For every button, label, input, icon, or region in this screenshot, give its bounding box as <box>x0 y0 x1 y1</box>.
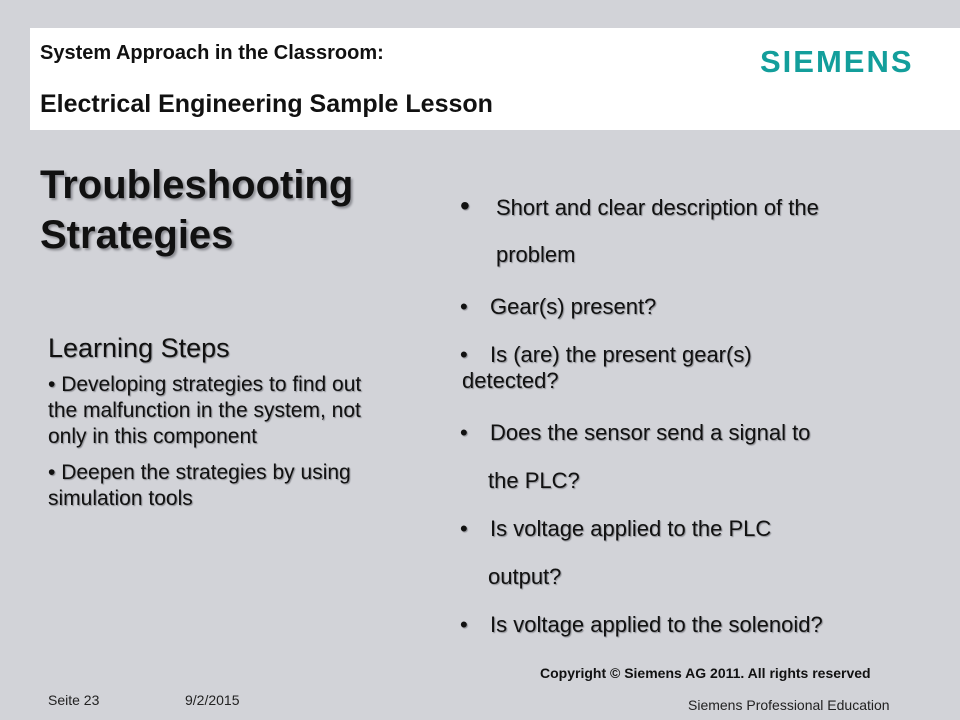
slide-title-line-1: Troubleshooting <box>40 163 354 207</box>
learning-step-text: Deepen the strategies by using simulation tools <box>48 461 351 510</box>
question-text: Short and clear description of the <box>496 195 819 220</box>
bullet-dot: • <box>460 190 470 221</box>
slide-title <box>40 160 353 260</box>
question-text: Does the sensor send a signal to <box>490 420 811 445</box>
learning-step-text: Developing strategies to find out the malfunction in the system, not only in this component <box>48 373 362 448</box>
bullet-dot: • <box>460 342 468 367</box>
bullet-dot: • <box>460 516 468 541</box>
question-continuation: detected? <box>462 368 559 393</box>
learning-steps-list <box>48 372 378 522</box>
bullet-dot: • <box>48 373 56 396</box>
question-continuation: the PLC? <box>488 468 580 493</box>
question-text: Gear(s) present? <box>490 294 657 319</box>
page-number: Seite 23 <box>48 692 100 708</box>
question-item <box>460 294 656 320</box>
question-item <box>460 612 823 638</box>
question-item <box>460 420 810 446</box>
learning-step <box>48 372 378 450</box>
bullet-dot: • <box>460 612 468 637</box>
organization-name: Siemens Professional Education <box>688 697 890 713</box>
learning-step <box>48 460 378 512</box>
question-text: Is voltage applied to the solenoid? <box>490 612 823 637</box>
siemens-logo: SIEMENS <box>760 44 914 79</box>
slide-title-line-2: Strategies <box>40 213 234 257</box>
question-item <box>460 342 752 368</box>
question-item <box>460 190 819 222</box>
question-text: Is voltage applied to the PLC <box>490 516 772 541</box>
question-continuation: output? <box>488 564 562 589</box>
bullet-dot: • <box>460 294 468 319</box>
header-title: Electrical Engineering Sample Lesson <box>40 90 493 118</box>
copyright-notice: Copyright © Siemens AG 2011. All rights reserved <box>540 665 871 681</box>
bullet-dot: • <box>460 420 468 445</box>
header-band <box>30 28 960 130</box>
learning-steps-heading: Learning Steps <box>48 333 230 363</box>
question-item <box>460 516 771 542</box>
bullet-dot: • <box>48 461 56 484</box>
header-supertitle: System Approach in the Classroom: <box>40 42 384 64</box>
question-text: Is (are) the present gear(s) <box>490 342 752 367</box>
question-continuation: problem <box>496 242 576 267</box>
slide-date: 9/2/2015 <box>185 692 240 708</box>
